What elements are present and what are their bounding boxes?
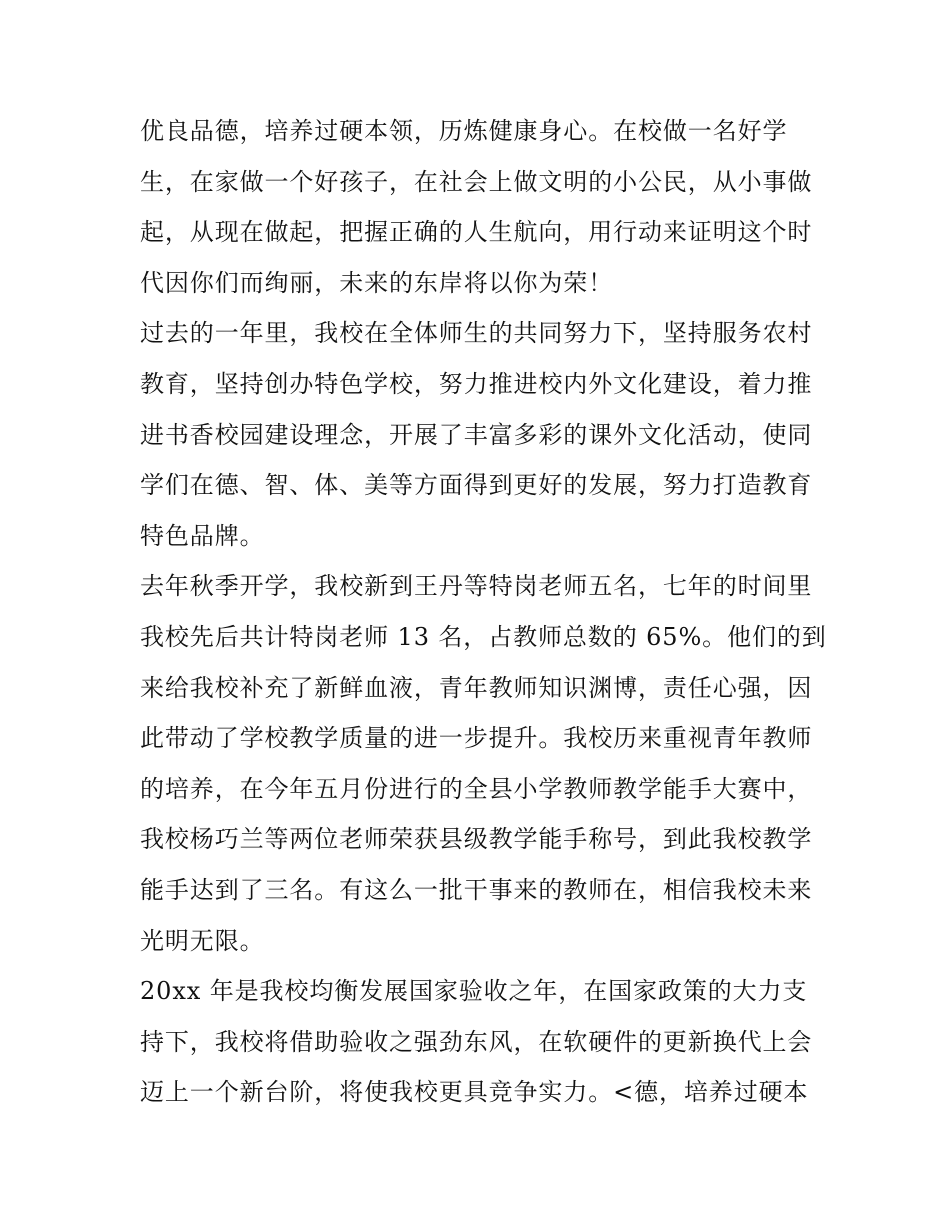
text-line: 优良品德，培养过硬本领，历炼健康身心。在校做一名好学: [140, 117, 788, 145]
paragraph-2: [140, 308, 812, 561]
text-line: 进书香校园建设理念，开展了丰富多彩的课外文化活动，使同: [140, 420, 813, 449]
paragraph-3: [140, 561, 827, 966]
text-line: 来给我校补充了新鲜血液，青年教师知识渊博，责任心强，因: [140, 673, 813, 702]
text-line: 教育，坚持创办特色学校，努力推进校内外文化建设，着力推: [140, 369, 813, 398]
text-line: 光明无限。: [140, 926, 265, 955]
text-line: 学们在德、智、体、美等方面得到更好的发展，努力打造教育: [140, 471, 813, 500]
text-line: 生，在家做一个好孩子，在社会上做文明的小公民，从小事做: [140, 167, 813, 196]
paragraph-4: [140, 966, 812, 1118]
text-line: 特色品牌。: [140, 521, 265, 550]
text-line: 持下，我校将借助验收之强劲东风，在软硬件的更新换代上会: [140, 1027, 813, 1056]
text-line: 迈上一个新台阶，将使我校更具竞争实力。<德，培养过硬本: [140, 1078, 809, 1107]
text-line: 的培养，在今年五月份进行的全县小学教师教学能手大赛中，: [140, 774, 813, 803]
text-line: 我校先后共计特岗老师 13 名，占教师总数的 65%。他们的到: [140, 622, 827, 651]
text-line: 起，从现在做起，把握正确的人生航向，用行动来证明这个时: [140, 218, 813, 247]
paragraph-1: [140, 106, 812, 308]
text-line: 我校杨巧兰等两位老师荣获县级教学能手称号，到此我校教学: [140, 825, 813, 854]
document-body: [140, 106, 827, 1118]
text-line: 20xx 年是我校均衡发展国家验收之年，在国家政策的大力支: [140, 977, 808, 1006]
text-line: 能手达到了三名。有这么一批干事来的教师在，相信我校未来: [140, 875, 813, 904]
text-line: 过去的一年里，我校在全体师生的共同努力下，坚持服务农村: [140, 319, 813, 348]
text-line: 代因你们而绚丽，未来的东岸将以你为荣！: [140, 268, 614, 297]
text-line: 去年秋季开学，我校新到王丹等特岗老师五名，七年的时间里: [140, 572, 813, 601]
text-line: 此带动了学校教学质量的进一步提升。我校历来重视青年教师: [140, 724, 813, 753]
